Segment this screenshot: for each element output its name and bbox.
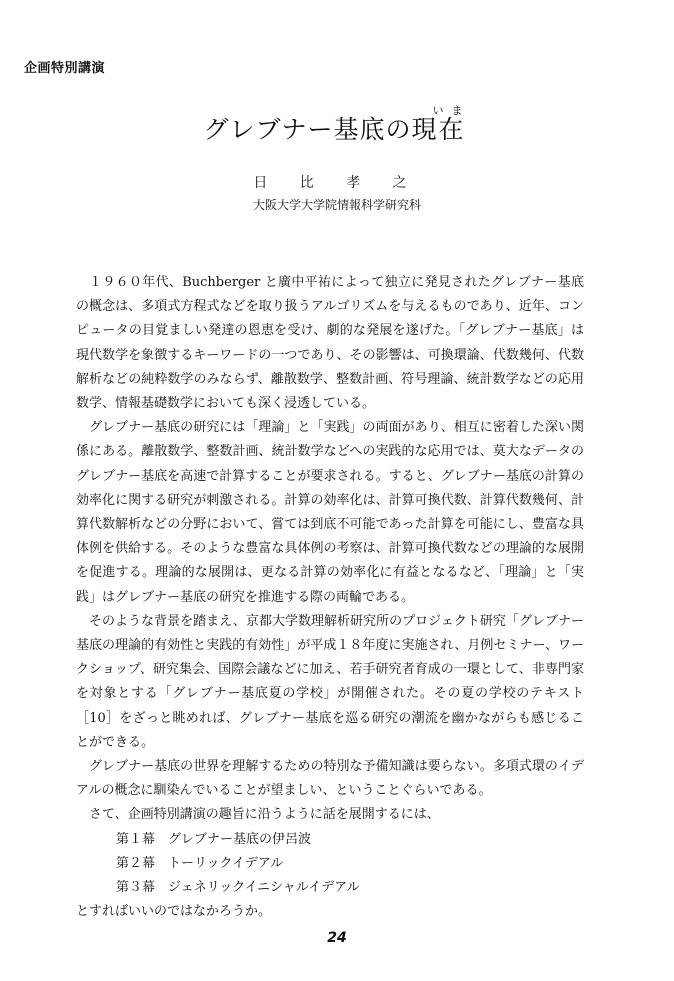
- act-number: 第３幕: [116, 880, 156, 896]
- paragraph-2: グレブナー基底の研究には「理論」と「実践」の両面があり、相互に密着した深い関係にある。離散数学、整数計画、統計数学などへの実践的な応用では、莫大なデータのグレブナー基底を高速で計算することが要求される。すると、グレブナー基底の計算の効率化に関する研究が刺激される。計算の効率化は、計算可換代数、計算代数幾何、計算代数解析などの分野において、嘗ては到底不可能であった計算を可能にし、豊富な具体例を供給する。そのような豊富な具体例の考察は、計算可換代数などの理論的な展開を促進する。理論的な展開は、更なる計算の効率化に有益となるなど、「理論」と「実践」はグレブナー基底の研究を推進する際の両輪である。: [76, 420, 584, 605]
- paragraph-4: グレブナー基底の世界を理解するための特別な予備知識は要らない。多項式環のイデアルの概念に馴染んでいることが望ましい、ということぐらいである。: [76, 759, 584, 799]
- paragraph-3: そのような背景を踏まえ、京都大学数理解析研究所のプロジェクト研究「グレブナー基底の理論的有効性と実践的有効性」が平成１８年度に実施され、月例セミナー、ワークショップ、研究集会、国際会議などに加え、若手研究者育成の一環として、非専門家を対象とする「グレブナー基底夏の学校」が開催された。その夏の学校のテキスト［10］をざっと眺めれば、グレブナー基底を巡る研究の潮流を幽かながらも感じることができる。: [76, 613, 584, 750]
- act-title: ジェネリックイニシャルイデアル: [168, 880, 360, 896]
- page-number: 24: [327, 930, 347, 946]
- act-title: トーリックイデアル: [168, 855, 284, 871]
- act-title: グレブナー基底の伊呂波: [168, 831, 312, 847]
- title-ruby-reading: いま: [432, 104, 471, 117]
- paragraph-1: １９６０年代、Buchberger と廣中平祐によって独立に発見されたグレブナー基底の概念は、多項式方程式などを取り扱うアルゴリズムを与えるものであり、近年、コンピュータの目覚ましい発達の恩恵を受け、劇的な発展を遂げた。「グレブナー基底」は現代数学を象徴するキーワードの一つであり、その影響は、可換環論、代数幾何、代数解析などの純粋数学のみならず、離散数学、整数計画、符号理論、統計数学などの応用数学、情報基礎数学においても深く浸透している。: [76, 275, 584, 412]
- act-item-3: [76, 876, 584, 900]
- title-ruby-base: 在: [432, 115, 471, 144]
- act-item-1: [76, 828, 584, 852]
- body-text: [76, 271, 584, 924]
- page-title: [203, 104, 470, 146]
- author-affiliation: 大阪大学大学院情報科学研究科: [252, 198, 421, 212]
- act-item-2: [76, 852, 584, 876]
- act-number: 第２幕: [116, 855, 156, 871]
- paragraph-5: さて、企画特別講演の趣旨に沿うように話を展開するには、: [89, 807, 440, 823]
- closing-line: とすればいいのではなかろうか。: [76, 904, 272, 920]
- title-main: グレブナー基底の現: [203, 115, 438, 144]
- title-ruby: [432, 104, 471, 144]
- section-label: 企画特別講演: [24, 61, 106, 76]
- author-name: 日 比 孝 之: [253, 175, 421, 191]
- title-block: [0, 104, 674, 146]
- act-number: 第１幕: [116, 831, 156, 847]
